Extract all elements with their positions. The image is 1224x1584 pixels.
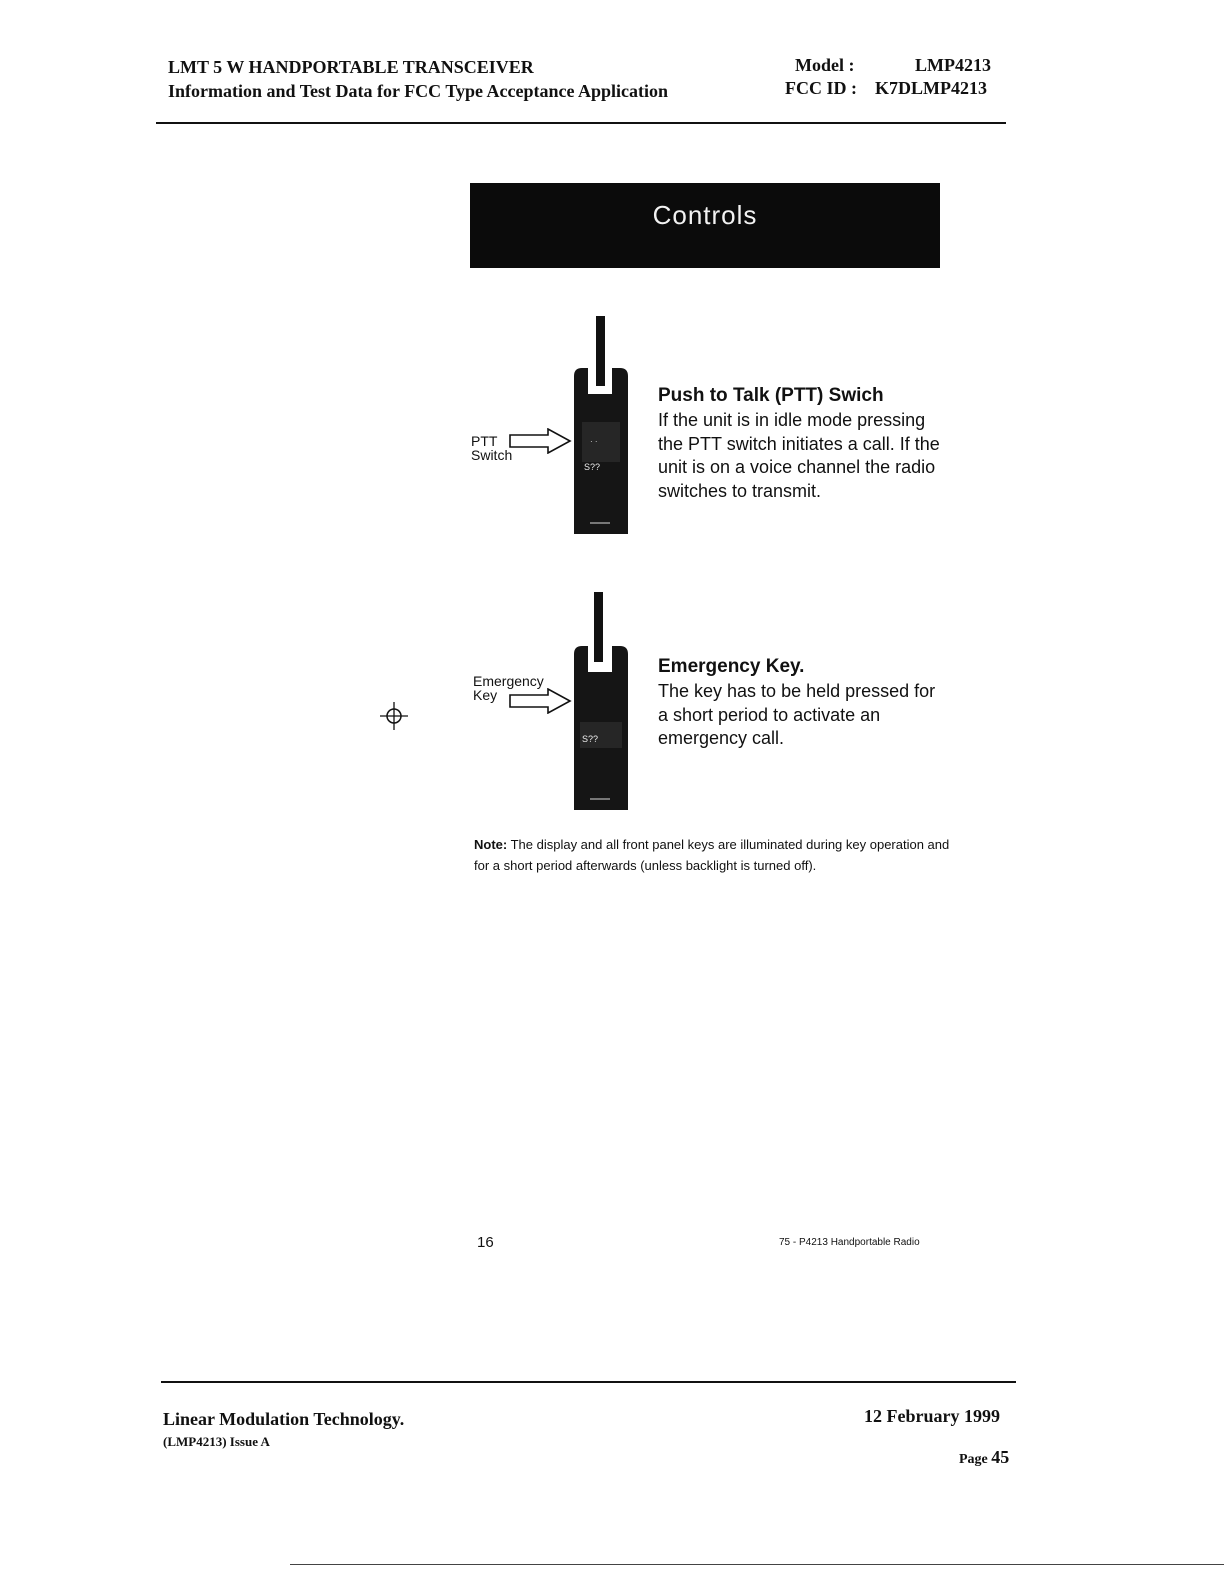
svg-text:· ·: · · [590,437,598,446]
banner-title: Controls [652,200,758,230]
document-date: 12 February 1999 [864,1406,1000,1426]
registration-mark-icon [378,700,410,732]
document-title: LMT 5 W HANDPORTABLE TRANSCEIVER [168,57,534,77]
ptt-section-title: Push to Talk (PTT) Swich [658,385,884,406]
manual-reference: 75 - P4213 Handportable Radio [779,1237,920,1248]
svg-text:S??: S?? [582,734,599,744]
issue-label: (LMP4213) Issue A [163,1434,270,1449]
callout-line: Emergency [473,673,544,689]
model-value: LMP4213 [915,55,991,75]
company-name: Linear Modulation Technology. [163,1409,405,1429]
page-label: Page [959,1452,988,1467]
emergency-callout-label [473,674,544,702]
document-subtitle: Information and Test Data for FCC Type Acceptance Application [168,81,669,101]
ptt-section-body: If the unit is in idle mode pressing the PTT switch initiates a call. If the unit is on a voice channel the radio switches to transmit. [658,410,940,501]
arrow-icon [508,428,574,454]
fcc-id-value: K7DLMP4213 [875,78,987,98]
note-paragraph [474,834,954,876]
manual-page-number: 16 [477,1234,494,1251]
emergency-section-title: Emergency Key. [658,656,805,677]
note-label: Note: [474,837,508,852]
scan-edge-line [290,1564,1224,1565]
note-text: The display and all front panel keys are illuminated during key operation and for a short period afterwards (unless backlight is turned off). [474,837,950,873]
header-divider [156,122,1006,124]
page-number: 45 [991,1447,1010,1467]
controls-banner [470,183,940,268]
page-indicator [959,1447,1009,1468]
radio-ptt-illustration [560,312,640,540]
callout-line: Key [473,687,498,703]
callout-line: PTT [471,433,498,449]
ptt-callout-label [471,434,512,462]
footer-divider [161,1381,1016,1383]
fcc-id-label: FCC ID : [785,78,857,98]
emergency-section-body: The key has to be held pressed for a short period to activate an emergency call. [658,681,936,748]
svg-text:S??: S?? [584,462,601,472]
model-label: Model : [795,55,855,75]
callout-line: Switch [471,447,513,463]
